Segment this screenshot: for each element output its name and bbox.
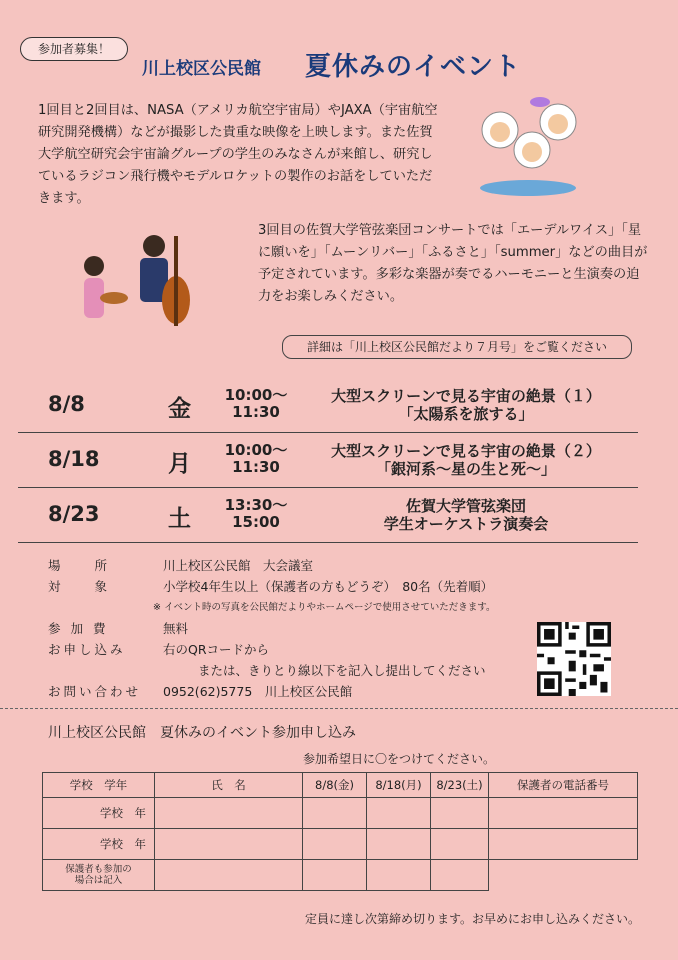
- event-weekday: 土: [168, 506, 191, 532]
- school-grade-cell[interactable]: 学校 年: [43, 829, 155, 860]
- event-time: 13:30〜 15:00: [224, 496, 288, 531]
- astronaut-illustration: [470, 92, 582, 196]
- name-field[interactable]: [155, 798, 303, 829]
- event-date: 8/23: [48, 502, 100, 526]
- header-date-3: 8/23(土): [431, 773, 489, 798]
- empty-cell: [489, 860, 638, 891]
- intro-paragraph-2: 3回目の佐賀大学管弦楽団コンサートでは「エーデルワイス」「星に願いを」「ムーンリバー」「ふるさと」「summer」などの曲目が予定されています。多彩な楽器が奏でるハーモニーと生演奏の迫力をお楽しみください。: [258, 223, 648, 304]
- date-2-field[interactable]: [367, 829, 431, 860]
- header-name: 氏 名: [155, 773, 303, 798]
- contact-label: お問い合わせ: [48, 684, 142, 699]
- form-instruction: 参加希望日に〇をつけてください。: [303, 752, 496, 766]
- qr-code[interactable]: [537, 622, 611, 696]
- event-date: 8/18: [48, 447, 100, 471]
- phone-field[interactable]: [489, 798, 638, 829]
- event-schedule: [18, 378, 638, 543]
- guardian-date-3-field[interactable]: [431, 860, 489, 891]
- deadline-note: 定員に達し次第締め切ります。お早めにお申し込みください。: [305, 912, 641, 926]
- phone-field[interactable]: [489, 829, 638, 860]
- date-2-field[interactable]: [367, 798, 431, 829]
- header-school-grade: 学校 学年: [43, 773, 155, 798]
- contact-value: 0952(62)5775 川上校区公民館: [163, 684, 353, 699]
- header-guardian-phone: 保護者の電話番号: [489, 773, 638, 798]
- event-info: [48, 555, 496, 702]
- schedule-row: [18, 378, 638, 433]
- place-label: 場 所: [48, 558, 111, 573]
- event-title: 大型スクリーンで見る宇宙の絶景（２） 「銀河系〜星の生と死〜」: [331, 442, 601, 478]
- guardian-name-field[interactable]: [155, 860, 303, 891]
- date-3-field[interactable]: [431, 829, 489, 860]
- guardian-date-1-field[interactable]: [303, 860, 367, 891]
- name-field[interactable]: [155, 829, 303, 860]
- date-1-field[interactable]: [303, 829, 367, 860]
- place-value: 川上校区公民館 大会議室: [163, 558, 314, 573]
- event-date: 8/8: [48, 392, 85, 416]
- application-form: [42, 772, 638, 891]
- details-note: 詳細は「川上校区公民館だより７月号」をご覧ください: [282, 335, 632, 359]
- page-title: 夏休みのイベント: [305, 52, 522, 82]
- cut-line: [0, 708, 678, 709]
- apply-value-1: 右のQRコードから: [163, 642, 270, 657]
- schedule-row: [18, 433, 638, 488]
- photo-note: ※ イベント時の写真を公民館だよりやホームページで使用させていただきます。: [153, 602, 496, 613]
- date-3-field[interactable]: [431, 798, 489, 829]
- date-1-field[interactable]: [303, 798, 367, 829]
- event-weekday: 金: [168, 396, 191, 422]
- school-grade-cell[interactable]: 学校 年: [43, 798, 155, 829]
- recruit-badge: 参加者募集！: [20, 37, 128, 61]
- event-time: 10:00〜 11:30: [224, 386, 288, 421]
- header-date-1: 8/8(金): [303, 773, 367, 798]
- guardian-label: 保護者も参加の 場合は記入: [43, 860, 155, 891]
- musicians-illustration: [72, 228, 197, 346]
- fee-label: 参 加 費: [48, 621, 109, 636]
- target-label: 対 象: [48, 579, 111, 594]
- apply-value-2: または、きりとり線以下を記入し提出してください: [198, 663, 486, 678]
- event-time: 10:00〜 11:30: [224, 441, 288, 476]
- event-title: 大型スクリーンで見る宇宙の絶景（１） 「太陽系を旅する」: [331, 387, 601, 423]
- intro-paragraph-1: 1回目と2回目は、NASA（アメリカ航空宇宙局）やJAXA（宇宙航空研究開発機構）などが撮影した貴重な映像を上映します。また佐賀大学航空研究会宇宙論グループの学生のみなさんが来館し、研究しているラジコン飛行機やモデルロケットの製作のお話をしていただきます。: [38, 103, 438, 206]
- header-date-2: 8/18(月): [367, 773, 431, 798]
- target-value: 小学校4年生以上（保護者の方もどうぞ） 80名（先着順）: [163, 579, 494, 594]
- event-title: 佐賀大学管弦楽団 学生オーケストラ演奏会: [383, 497, 549, 533]
- org-name: 川上校区公民館: [142, 59, 261, 79]
- apply-label: お申し込み: [48, 642, 126, 657]
- schedule-row: [18, 488, 638, 543]
- fee-value: 無料: [163, 621, 189, 636]
- form-title: 川上校区公民館 夏休みのイベント参加申し込み: [48, 725, 356, 741]
- guardian-date-2-field[interactable]: [367, 860, 431, 891]
- event-weekday: 月: [168, 451, 191, 477]
